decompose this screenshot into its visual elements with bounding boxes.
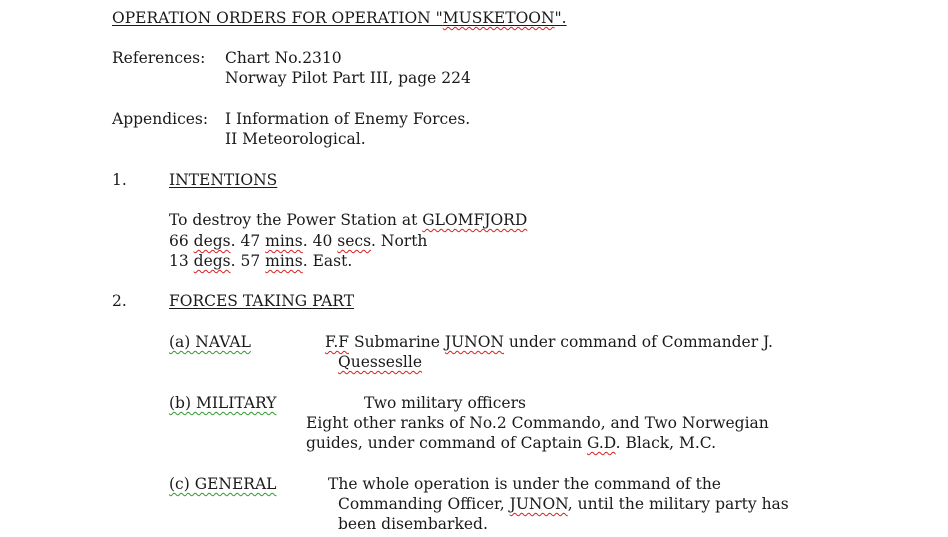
appendix-meteorological: II Meteorological. bbox=[225, 130, 366, 148]
military-line-1: Two military officers bbox=[364, 394, 526, 412]
appendix-enemy: I Information of Enemy Forces. bbox=[225, 110, 471, 128]
military-line-2: Eight other ranks of No.2 Commando, and Two Norwegian bbox=[306, 414, 769, 432]
reference-pilot: Norway Pilot Part III, page 224 bbox=[225, 69, 471, 87]
military-label: (b) MILITARY bbox=[169, 394, 277, 412]
section-1-number: 1. bbox=[112, 171, 127, 189]
general-line-1: The whole operation is under the command of the bbox=[328, 475, 721, 493]
naval-line-1: F.F Submarine JUNON under command of Commander J. bbox=[325, 333, 773, 351]
naval-line-2: Quesseslle bbox=[338, 353, 422, 371]
appendices-label: Appendices: bbox=[112, 110, 209, 128]
general-label: (c) GENERAL bbox=[169, 475, 277, 493]
references-label: References: bbox=[112, 49, 206, 67]
intention-line-1: To destroy the Power Station at GLOMFJORD bbox=[169, 211, 528, 229]
military-line-3: guides, under command of Captain G.D. Black, M.C. bbox=[306, 434, 717, 452]
intention-line-3: 13 degs. 57 mins. East. bbox=[169, 252, 353, 270]
section-2-heading: FORCES TAKING PART bbox=[169, 292, 355, 310]
document-title: OPERATION ORDERS FOR OPERATION "MUSKETOON". bbox=[112, 9, 567, 27]
general-line-2: Commanding Officer, JUNON, until the military party has bbox=[338, 495, 789, 513]
naval-label: (a) NAVAL bbox=[169, 333, 251, 351]
section-1-heading: INTENTIONS bbox=[169, 171, 278, 189]
intention-line-2: 66 degs. 47 mins. 40 secs. North bbox=[169, 232, 428, 250]
section-2-number: 2. bbox=[112, 292, 127, 310]
reference-chart: Chart No.2310 bbox=[225, 49, 342, 67]
musketoon-word: MUSKETOON bbox=[442, 9, 555, 27]
general-line-3: been disembarked. bbox=[338, 515, 488, 533]
